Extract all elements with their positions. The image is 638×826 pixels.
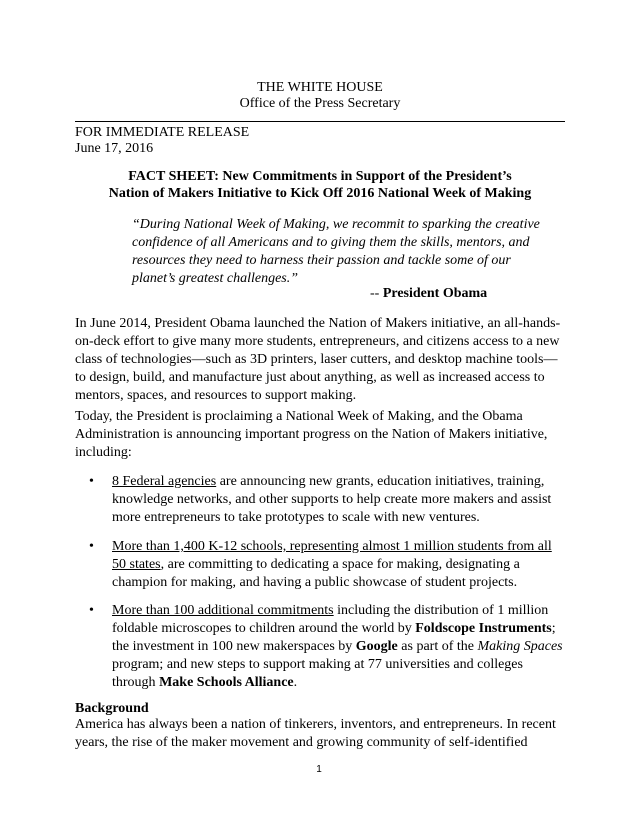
intro-paragraph: In June 2014, President Obama launched the Nation of Makers initiative, an all-hands-on-deck effort to give many more students, entrepreneurs, and citizens access to a new class of technologies—such as 3D printers, laser cutters, and desktop machine tools—to design, build, and manufacture just about anything, as well as increased access to mentors, spaces, and resources to support making. — [75, 316, 561, 403]
bullet-3-text-c: as part of the — [397, 639, 478, 654]
office-heading: Office of the Press Secretary — [239, 96, 401, 111]
bullet-3-text-a: including the distribution of 1 million foldable microscopes to children around the world by — [112, 603, 549, 636]
bullet-icon: • — [89, 539, 94, 554]
bullet-icon: • — [89, 603, 94, 618]
federal-agencies-link[interactable]: 8 Federal agencies — [112, 474, 217, 489]
making-spaces-name: Making Spaces — [477, 639, 563, 654]
bullet-list-2 — [75, 538, 565, 592]
page-number: 1 — [316, 764, 322, 775]
schools-link[interactable]: More than 1,400 K-12 schools, representing almost 1 million students from all 50 states — [112, 539, 552, 572]
bullet-3-text-e: . — [293, 675, 298, 690]
bullet-list-3 — [75, 602, 565, 692]
bullet-3-text-d: program; and new steps to support making at 77 universities and colleges through — [112, 657, 523, 690]
fact-sheet-title — [75, 168, 565, 202]
bullet-3-text-b: ; the investment in 100 new makerspaces by — [112, 621, 556, 654]
title-line-1: FACT SHEET: New Commitments in Support of the President’s — [128, 169, 512, 184]
list-item — [75, 538, 565, 592]
title-line-2: Nation of Makers Initiative to Kick Off 2016 National Week of Making — [108, 186, 532, 201]
attribution-dash: -- — [370, 286, 383, 301]
bullet-2-text: , are committing to dedicating a space for making, designating a champion for making, and having a public showcase of student projects. — [112, 557, 520, 590]
announcement-paragraph: Today, the President is proclaiming a National Week of Making, and the Obama Administration is announcing important progress on the Nation of Makers initiative, including: — [75, 409, 548, 460]
presidential-quote: “During National Week of Making, we recommit to sparking the creative confidence of all Americans and to giving them the skills, mentors, and resources they need to harness their passion and tackle some of our planet’s greatest challenges.” — [132, 217, 540, 286]
quote-attribution — [370, 285, 487, 302]
make-schools-name: Make Schools Alliance — [159, 675, 294, 690]
foldscope-name: Foldscope Instruments — [415, 621, 552, 636]
release-date: June 17, 2016 — [75, 141, 154, 156]
background-heading: Background — [75, 701, 149, 716]
list-item — [75, 602, 565, 692]
release-label: FOR IMMEDIATE RELEASE — [75, 125, 250, 140]
background-text: America has always been a nation of tinkerers, inventors, and entrepreneurs. In recent years, the rise of the maker movement and growing community of self-identified — [75, 717, 556, 750]
google-name: Google — [355, 639, 398, 654]
header-divider — [75, 121, 565, 122]
commitments-link[interactable]: More than 100 additional commitments — [112, 603, 334, 618]
attribution-name: President Obama — [382, 286, 488, 301]
bullet-icon: • — [89, 474, 94, 489]
bullet-1-text: are announcing new grants, education initiatives, training, knowledge networks, and other supports to help create more makers and assist more entrepreneurs to take prototypes to scale with new ventures. — [112, 474, 552, 525]
bullet-list-1 — [75, 473, 565, 527]
list-item — [75, 473, 565, 527]
org-heading: THE WHITE HOUSE — [257, 80, 383, 95]
